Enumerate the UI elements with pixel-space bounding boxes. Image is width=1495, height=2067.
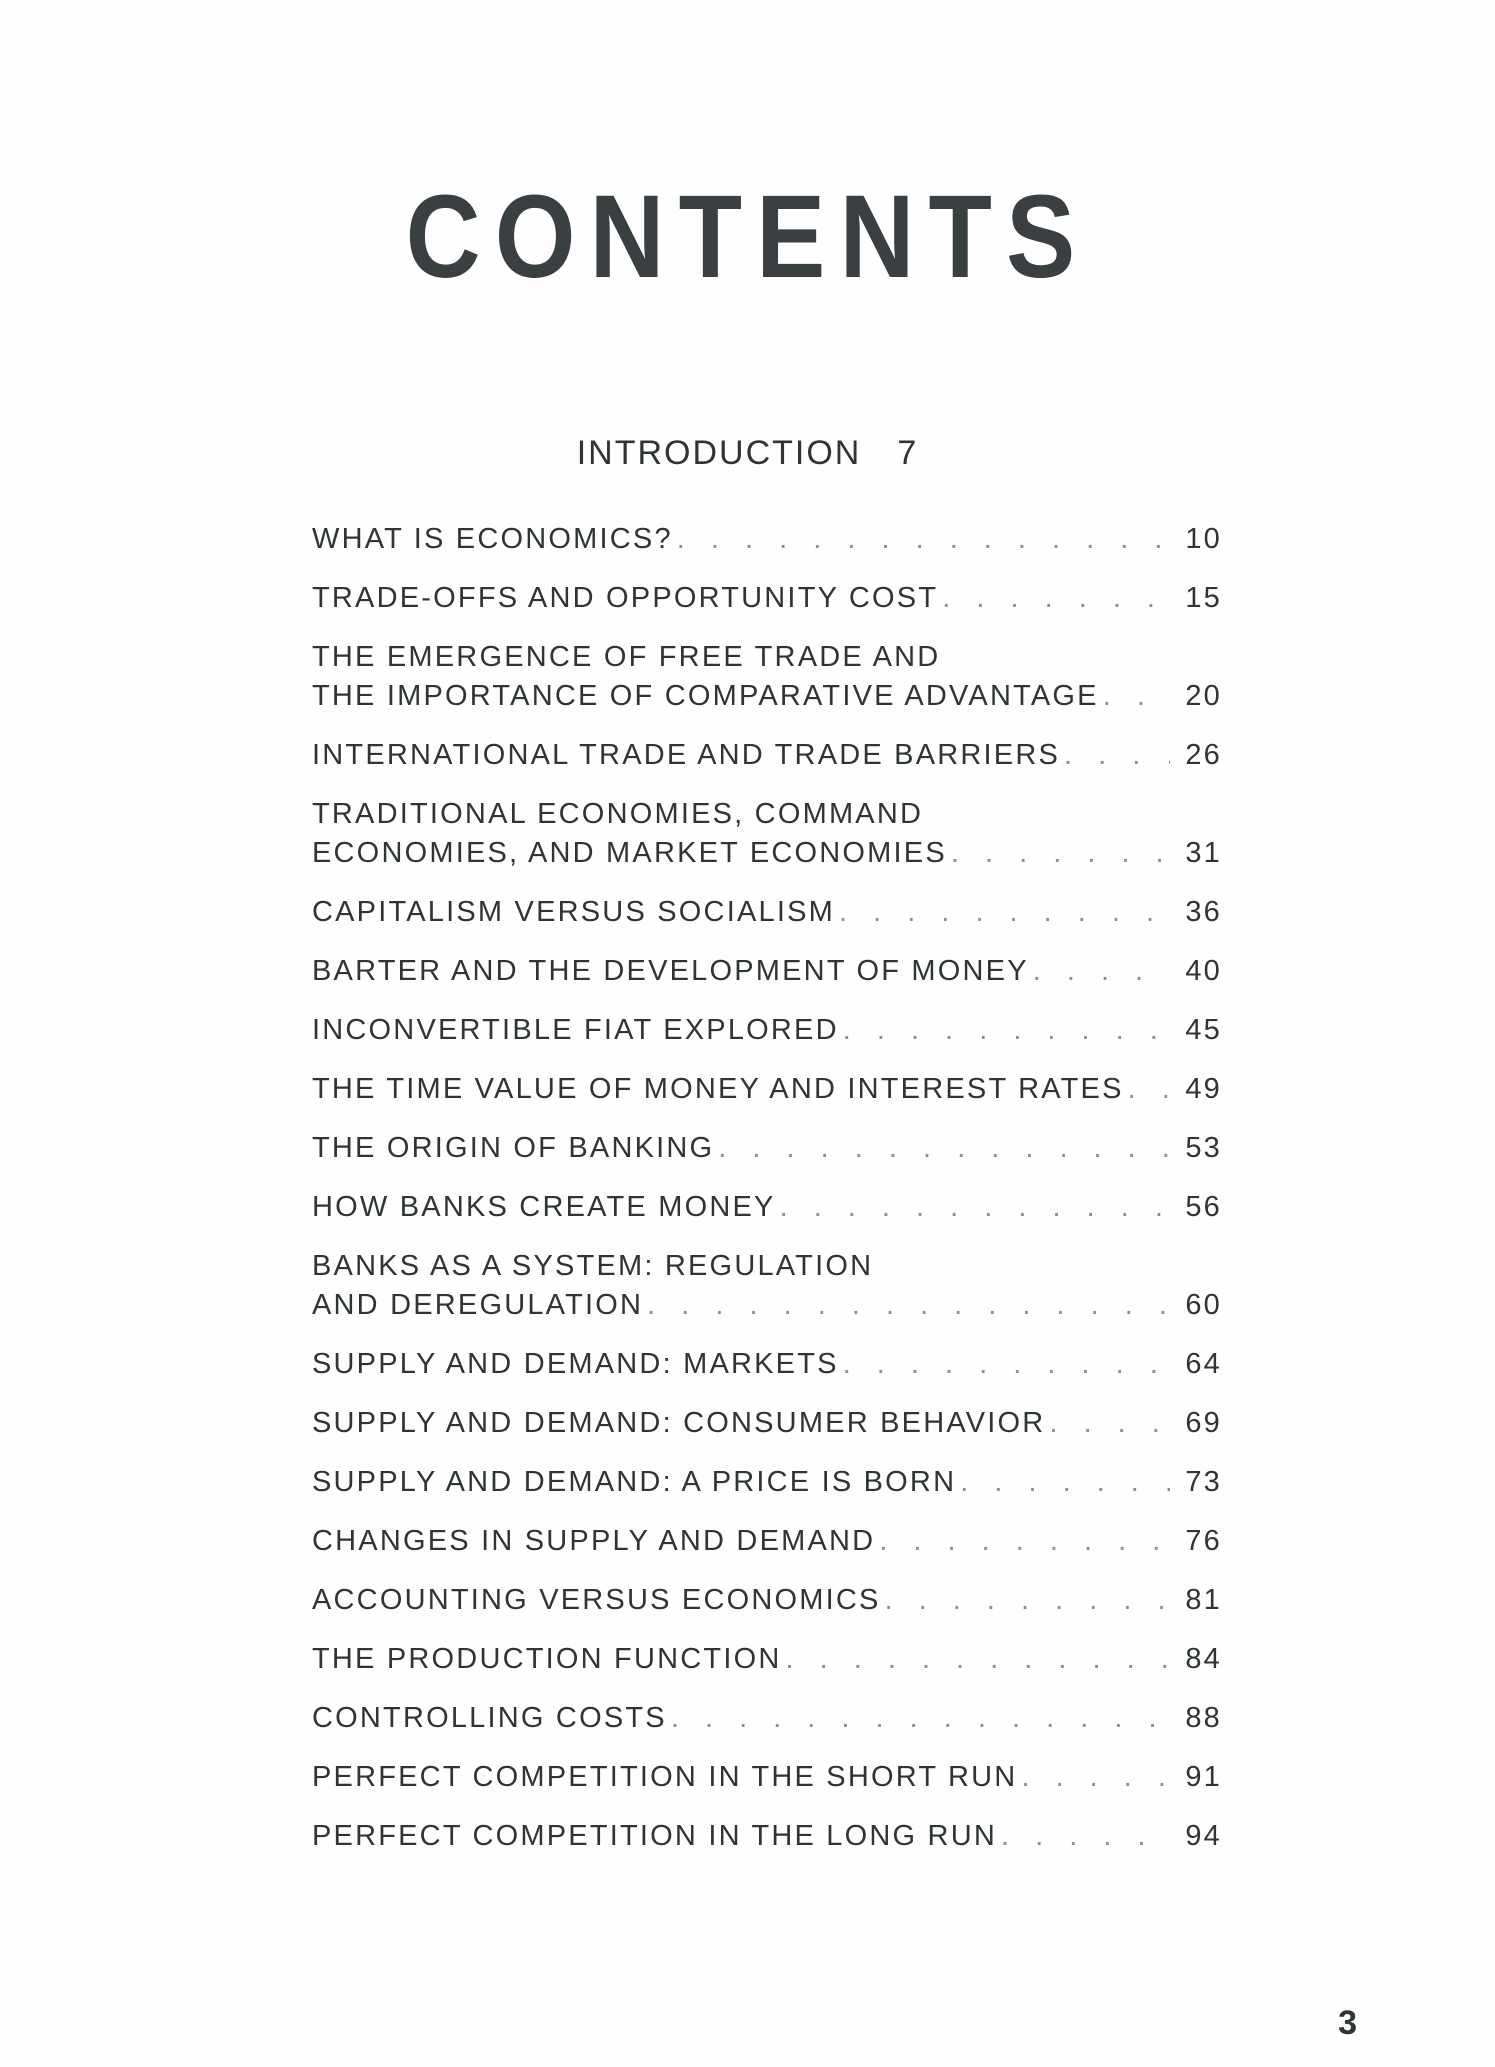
toc-entry-title-line: BANKS AS A SYSTEM: REGULATION: [312, 1250, 874, 1282]
toc-entry: [312, 579, 1222, 618]
dot-leader: [960, 1463, 1170, 1502]
toc-entry-title-line: WHAT IS ECONOMICS?: [312, 523, 673, 555]
dot-leader: [677, 520, 1170, 559]
dot-leader: [1103, 677, 1170, 716]
dot-leader: [839, 893, 1170, 932]
toc-entry: [312, 1522, 1222, 1561]
toc-entry-last-line: [312, 1581, 1222, 1620]
toc-entry-page-number: 31: [1185, 837, 1222, 869]
toc-entry-page-number: 60: [1185, 1289, 1222, 1321]
toc-entry: [312, 1817, 1222, 1856]
toc-entry-page-number: 20: [1185, 680, 1222, 712]
toc-entry-title-line: ACCOUNTING VERSUS ECONOMICS: [312, 1584, 881, 1616]
toc-entry-page-number: 45: [1185, 1014, 1222, 1046]
dot-leader: [780, 1188, 1170, 1227]
toc-entry-title-line: THE TIME VALUE OF MONEY AND INTEREST RATES: [312, 1073, 1124, 1105]
toc-entry-page-number: 73: [1185, 1466, 1222, 1498]
toc-entry-title-line: CAPITALISM VERSUS SOCIALISM: [312, 896, 835, 928]
introduction-page-number: 7: [897, 434, 919, 472]
toc-entry-last-line: [312, 952, 1222, 991]
toc-entry-page-number: 76: [1185, 1525, 1222, 1557]
toc-entry-title-line: THE IMPORTANCE OF COMPARATIVE ADVANTAGE: [312, 680, 1099, 712]
dot-leader: [647, 1286, 1170, 1325]
toc-entry-last-line: [312, 1011, 1222, 1050]
toc-entry-page-number: 49: [1185, 1073, 1222, 1105]
toc-entry-title-line: PERFECT COMPETITION IN THE LONG RUN: [312, 1820, 997, 1852]
toc-entry-page-number: 36: [1185, 896, 1222, 928]
toc-entry: [312, 1070, 1222, 1109]
dot-leader: [1049, 1404, 1170, 1443]
toc-entry-page-number: 64: [1185, 1348, 1222, 1380]
dot-leader: [671, 1699, 1170, 1738]
toc-entry-title-line: TRADE-OFFS AND OPPORTUNITY COST: [312, 582, 939, 614]
toc-entry-page-number: 94: [1185, 1820, 1222, 1852]
toc-entry-title-line: SUPPLY AND DEMAND: CONSUMER BEHAVIOR: [312, 1407, 1046, 1439]
toc-entry-title-line: CHANGES IN SUPPLY AND DEMAND: [312, 1525, 876, 1557]
toc-entry-page-number: 69: [1185, 1407, 1222, 1439]
toc-entry-title-line: ECONOMIES, AND MARKET ECONOMIES: [312, 837, 947, 869]
toc-entry: [312, 1345, 1222, 1384]
toc-entry-page-number: 56: [1185, 1191, 1222, 1223]
introduction-label: INTRODUCTION: [576, 434, 862, 472]
toc-entry-last-line: [312, 893, 1222, 932]
toc-entry: [312, 1011, 1222, 1050]
toc-entry: [312, 1699, 1222, 1738]
dot-leader: [1128, 1070, 1170, 1109]
toc-entry-last-line: [312, 1286, 1222, 1325]
toc-entry: [312, 638, 1222, 716]
toc-entry-title-line: TRADITIONAL ECONOMIES, COMMAND: [312, 798, 924, 830]
toc-entry-page-number: 84: [1185, 1643, 1222, 1675]
toc-entry-title-line: HOW BANKS CREATE MONEY: [312, 1191, 776, 1223]
toc-entry-title-line: BARTER AND THE DEVELOPMENT OF MONEY: [312, 955, 1029, 987]
dot-leader: [843, 1011, 1170, 1050]
dot-leader: [785, 1640, 1170, 1679]
dot-leader: [885, 1581, 1170, 1620]
toc-entry-title-line: INTERNATIONAL TRADE AND TRADE BARRIERS: [312, 739, 1061, 771]
toc-entry-title-line: PERFECT COMPETITION IN THE SHORT RUN: [312, 1761, 1018, 1793]
toc-entry-last-line: [312, 1129, 1222, 1168]
toc-entry-last-line: [312, 677, 1222, 716]
toc-entry: [312, 520, 1222, 559]
toc-entry: [312, 1188, 1222, 1227]
toc-entry-last-line: [312, 736, 1222, 775]
toc-entry: [312, 1463, 1222, 1502]
toc-entry-page-number: 81: [1185, 1584, 1222, 1616]
toc-entry-last-line: [312, 1404, 1222, 1443]
dot-leader: [1021, 1758, 1170, 1797]
toc-entry: [312, 736, 1222, 775]
toc-entry-last-line: [312, 834, 1222, 873]
toc-entry-page-number: 15: [1185, 582, 1222, 614]
dot-leader: [879, 1522, 1170, 1561]
toc-entry-title-line: THE PRODUCTION FUNCTION: [312, 1643, 782, 1675]
toc-entry: [312, 1640, 1222, 1679]
toc-entry: [312, 795, 1222, 873]
toc-entry-title-line: SUPPLY AND DEMAND: A PRICE IS BORN: [312, 1466, 957, 1498]
toc-entry-page-number: 10: [1185, 523, 1222, 555]
toc-entry-page-number: 53: [1185, 1132, 1222, 1164]
toc-entry-title-line: THE ORIGIN OF BANKING: [312, 1132, 715, 1164]
toc-entry-last-line: [312, 1640, 1222, 1679]
toc-entry: [312, 1247, 1222, 1325]
dot-leader: [843, 1345, 1170, 1384]
toc-entry-title-line: CONTROLLING COSTS: [312, 1702, 667, 1734]
toc-entry-page-number: 88: [1185, 1702, 1222, 1734]
toc-entry: [312, 1404, 1222, 1443]
dot-leader: [1064, 736, 1170, 775]
toc-entry-page-number: 91: [1185, 1761, 1222, 1793]
toc-entry: [312, 1581, 1222, 1620]
toc-entry-last-line: [312, 1070, 1222, 1109]
toc-entry-last-line: [312, 579, 1222, 618]
dot-leader: [1001, 1817, 1170, 1856]
toc-entry: [312, 893, 1222, 932]
toc-entry-last-line: [312, 1463, 1222, 1502]
dot-leader: [1033, 952, 1170, 991]
toc-entry-title-line: THE EMERGENCE OF FREE TRADE AND: [312, 641, 941, 673]
toc-entry: [312, 952, 1222, 991]
introduction-entry: [0, 436, 1495, 470]
dot-leader: [951, 834, 1170, 873]
toc-entry-last-line: [312, 1699, 1222, 1738]
page-title: CONTENTS: [405, 171, 1090, 303]
toc-entry-last-line: [312, 1817, 1222, 1856]
dot-leader: [942, 579, 1170, 618]
toc-entry-last-line: [312, 520, 1222, 559]
toc-entry-last-line: [312, 1188, 1222, 1227]
toc-entry-last-line: [312, 1345, 1222, 1384]
toc-entry: [312, 1129, 1222, 1168]
toc-entry-title-line: AND DEREGULATION: [312, 1289, 644, 1321]
toc-entry-title-line: SUPPLY AND DEMAND: MARKETS: [312, 1348, 839, 1380]
toc-entry-title-line: INCONVERTIBLE FIAT EXPLORED: [312, 1014, 839, 1046]
toc-entry: [312, 1758, 1222, 1797]
toc-entry-last-line: [312, 1758, 1222, 1797]
table-of-contents: [312, 520, 1222, 1876]
toc-entry-last-line: [312, 1522, 1222, 1561]
dot-leader: [718, 1129, 1170, 1168]
toc-entry-page-number: 40: [1185, 955, 1222, 987]
page-number: 3: [1338, 2004, 1357, 2042]
toc-entry-page-number: 26: [1185, 739, 1222, 771]
